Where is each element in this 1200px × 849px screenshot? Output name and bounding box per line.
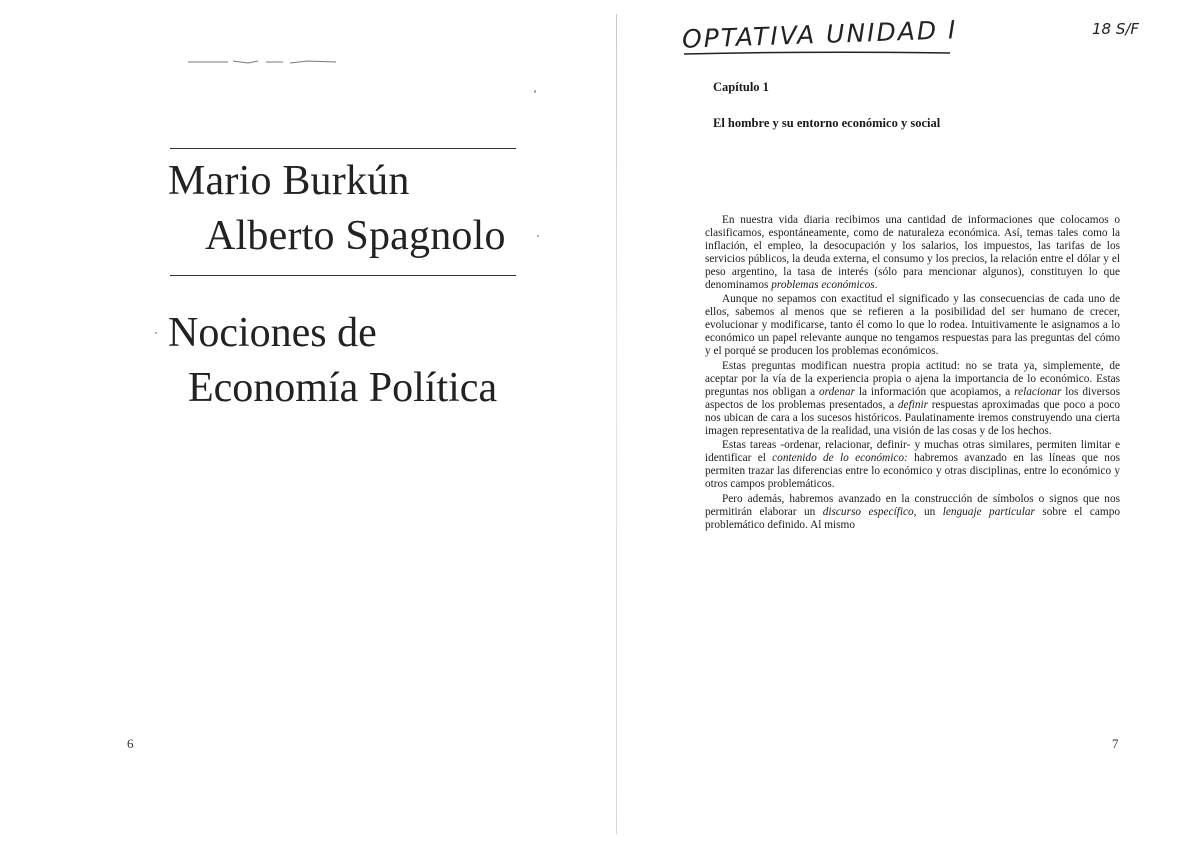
page-number-left: 6 [127,736,134,751]
handwritten-code: 18 S/F [1092,20,1140,38]
emphasis-text: lenguaje particular [942,505,1035,518]
paragraph [705,439,1120,491]
paragraph-text: . [874,278,878,291]
emphasis-text: problemas económicos [771,278,875,291]
emphasis-text: relacionar [1014,385,1062,398]
paragraph-text: En nuestra vida diaria recibimos una cantidad de informaciones que colocamos o clasificamos, espontáneamente, como de naturaleza económica. Así, temas tales como la inflación, el empleo, la desocupación y los salarios, los impuestos, las tarifas de los servicios públicos, la deuda externa, el consumo y los precios, la relación entre el dólar y el peso argentino, la tasa de interés (sólo para mencionar algunos), constituyen lo que denominamos [705,214,1120,291]
body-text [705,214,1120,534]
paragraph-text: sobre el campo problemático definido. Al mismo [705,505,1121,531]
chapter-title: El hombre y su entorno económico y social [713,116,941,130]
emphasis-text: definir [897,398,929,411]
paragraph-text: Pero además, habremos avanzado en la construcción de símbolos o signos que nos permitirán elaborar un [705,493,1120,518]
emphasis-text: discurso específico [822,505,914,518]
paragraph [705,293,1120,358]
speck [534,90,536,93]
speck [537,235,539,237]
paragraph-text: Estas tareas -ordenar, relacionar, definir- y muchas otras similares, permiten limitar e identificar el [705,439,1120,465]
middle-rule [170,275,516,276]
emphasis-text: contenido de lo económico: [772,452,908,465]
paragraph-text: los diversos aspectos de los problemas presentados, a [705,385,1120,411]
paragraph-text: Aunque no sepamos con exactitud el significado y las consecuencias de cada uno de ellos, sabemos al menos que se refieren a la posibilidad del ser humano de crecer, evolucionar y modificarse, tanto él como lo que lo rodea. Intuitivamente le asignamos a lo económico un papel relevante aunque no tengamos respuestas para las preguntas del cómo y el porqué se producen los problemas económicos. [705,293,1120,358]
author-name-1: Mario Burkún [168,158,410,204]
chapter-label: Capítulo 1 [713,80,769,94]
smudge-mark [188,58,338,66]
paragraph-text: habremos avanzado en las líneas que nos permiten trazar las diferencias entre lo económico y otras disciplinas, entre lo económico y otros campos problemáticos. [705,452,1120,491]
author-name-2: Alberto Spagnolo [205,213,506,259]
page-number-right: 7 [1112,736,1119,751]
handwritten-note: OPTATIVA UNIDAD I [681,15,958,54]
handwritten-underline [682,50,952,56]
emphasis-text: ordenar [819,385,856,398]
top-rule [170,148,516,149]
speck [155,332,157,334]
paragraph-text: respuestas aproximadas que poco a poco nos ubican de cara a los sucesos históricos. Paulatinamente iremos construyendo una cierta imagen representativa de la realidad, una visión de las cosas y de los hechos. [705,398,1120,437]
paragraph [705,360,1120,437]
binding-gutter [616,14,617,834]
paragraph-text: la información que acopiamos, a [855,385,1015,398]
book-title-line-2: Economía Política [188,365,498,411]
paragraph [705,214,1120,291]
book-title-line-1: Nociones de [168,310,377,356]
paragraph [705,493,1120,532]
paragraph-text: , un [913,505,943,518]
paragraph-text: Estas preguntas modifican nuestra propia actitud: no se trata ya, simplemente, de aceptar por la vía de la experiencia propia o ajena la importancia de lo económico. Estas preguntas nos obligan a [705,359,1120,398]
right-page [620,0,1200,849]
